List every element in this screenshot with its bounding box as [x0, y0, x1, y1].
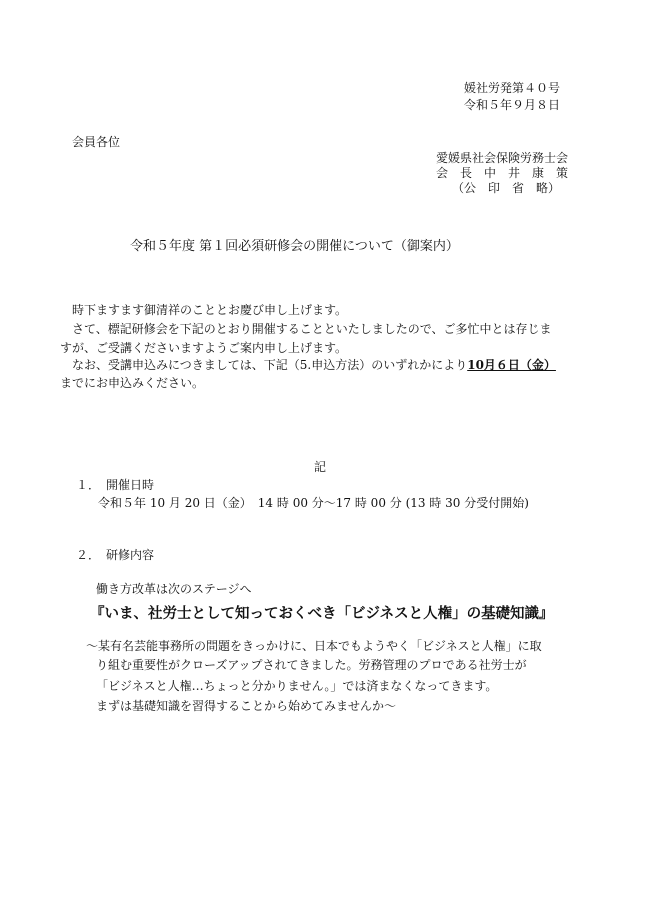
- body-line-1: 時下ますます御清祥のこととお慶び申し上げます。: [72, 303, 348, 317]
- sender-name: 会 長 中 井 康 策: [436, 166, 569, 180]
- body-line-2: さて、標記研修会を下記のとおり開催することといたしましたので、ご多忙中とは存じま: [72, 322, 552, 336]
- body-line-3: すが、ご受講くださいますようご案内申し上げます。: [60, 341, 348, 355]
- application-deadline: 10月６日（金）: [467, 358, 556, 372]
- training-theme: 『いま、社労士として知っておくべき「ビジネスと人権」の基礎知識』: [90, 605, 554, 622]
- description-line-2: り組む重要性がクローズアップされてきました。労務管理のプロである社労士が: [96, 658, 527, 672]
- seal-note: （公 印 省 略）: [452, 181, 561, 195]
- section-1-heading: １． 開催日時: [76, 478, 155, 492]
- recipient: 会員各位: [72, 135, 121, 149]
- sender-org: 愛媛県社会保険労務士会: [436, 151, 569, 165]
- body-line-4: [72, 358, 556, 372]
- body-line-5: までにお申込みください。: [60, 376, 205, 390]
- section-2-heading: ２． 研修内容: [76, 548, 155, 562]
- ki-label: 記: [314, 460, 327, 474]
- document-title: 令和５年度 第１回必須研修会の開催について（御案内）: [130, 239, 459, 254]
- description-line-4: まずは基礎知識を習得することから始めてみませんか～: [96, 699, 397, 713]
- description-line-1: ～某有名芸能事務所の問題をきっかけに、日本でもようやく「ビジネスと人権」に取: [86, 639, 542, 653]
- doc-date: 令和５年９月８日: [464, 98, 561, 112]
- section-1-datetime: 令和５年 10 月 20 日（金） 14 時 00 分～17 時 00 分 (13 時 30 分受付開始): [98, 496, 529, 510]
- body-line-4-text: なお、受講申込みにつきましては、下記（5.申込方法）のいずれかにより: [72, 358, 468, 372]
- section-2-subtitle: 働き方改革は次のステージへ: [96, 582, 252, 596]
- description-line-3: 「ビジネスと人権…ちょっと分かりません。」では済まなくなってきます。: [96, 679, 498, 693]
- doc-number: 媛社労発第４０号: [464, 81, 561, 95]
